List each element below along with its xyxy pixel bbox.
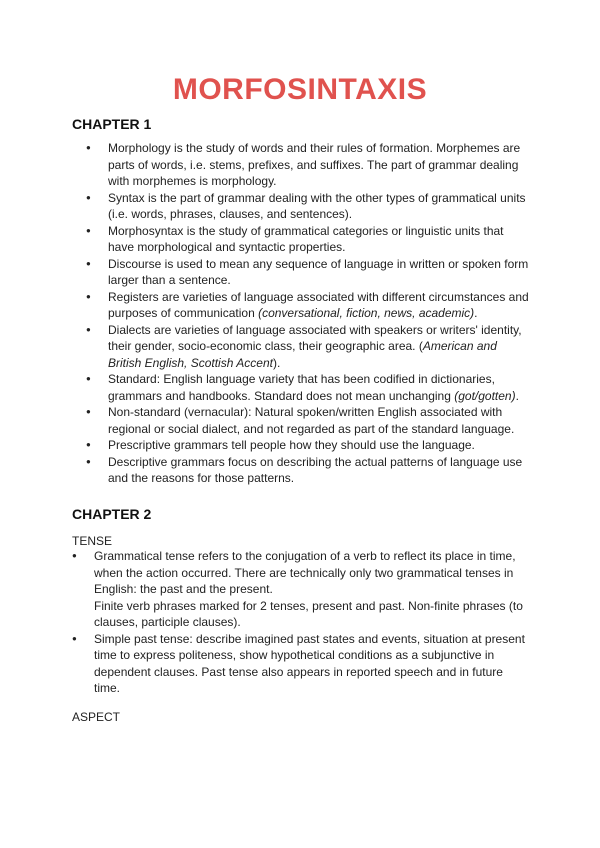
list-item: ● Non-standard (vernacular): Natural spoken/written English associated with regional or social dialect, and not regarded as part of the standard language. [72, 404, 532, 437]
list-item-continuation: Finite verb phrases marked for 2 tenses, present and past. Non-finite phrases (to clauses, participle clauses). [94, 598, 523, 629]
list-item: ● Dialects are varieties of language associated with speakers or writers' identity, their gender, socio-economic class, their geographic area. (American and British English, Scottish Accent). [72, 322, 532, 372]
list-item: ● Morphosyntax is the study of grammatical categories or linguistic units that have morphological and syntactic properties. [72, 223, 532, 256]
chapter-1-list [72, 140, 532, 487]
list-item: ● Simple past tense: describe imagined past states and events, situation at present time to express politeness, show hypothetical conditions as a subjunctive in dependent clauses. Past tense also appears in reported speech and in future time. [72, 631, 532, 697]
list-item: ● Prescriptive grammars tell people how they should use the language. [72, 437, 532, 454]
list-item: ● Registers are varieties of language associated with different circumstances and purposes of communication (conversational, fiction, news, academic). [72, 289, 532, 322]
aspect-section-label: ASPECT [72, 710, 121, 724]
list-item: ● Standard: English language variety that has been codified in dictionaries, grammars and handbooks. Standard does not mean unchanging (got/gotten). [72, 371, 532, 404]
tense-section-label: TENSE [72, 534, 113, 548]
list-item: ● Morphology is the study of words and their rules of formation. Morphemes are parts of words, i.e. stems, prefixes, and suffixes. The part of grammar dealing with morphemes is morphology. [72, 140, 532, 190]
page-title: MORFOSINTAXIS [172, 73, 428, 106]
chapter-2-list [72, 548, 532, 697]
list-item: ● Discourse is used to mean any sequence of language in written or spoken form larger than a sentence. [72, 256, 532, 289]
chapter-1-heading: CHAPTER 1 [72, 116, 152, 132]
list-item: ● Syntax is the part of grammar dealing with the other types of grammatical units (i.e. words, phrases, clauses, and sentences). [72, 190, 532, 223]
list-item: ● Grammatical tense refers to the conjugation of a verb to reflect its place in time, when the action occurred. There are technically only two grammatical tenses in English: the past and the present. Finite verb phrases marked for 2 tenses, present and past. Non-finite phrases (to clauses, participle clauses). [72, 548, 532, 631]
list-item: ● Descriptive grammars focus on describing the actual patterns of language use and the reasons for those patterns. [72, 454, 532, 487]
chapter-2-heading: CHAPTER 2 [72, 506, 152, 522]
